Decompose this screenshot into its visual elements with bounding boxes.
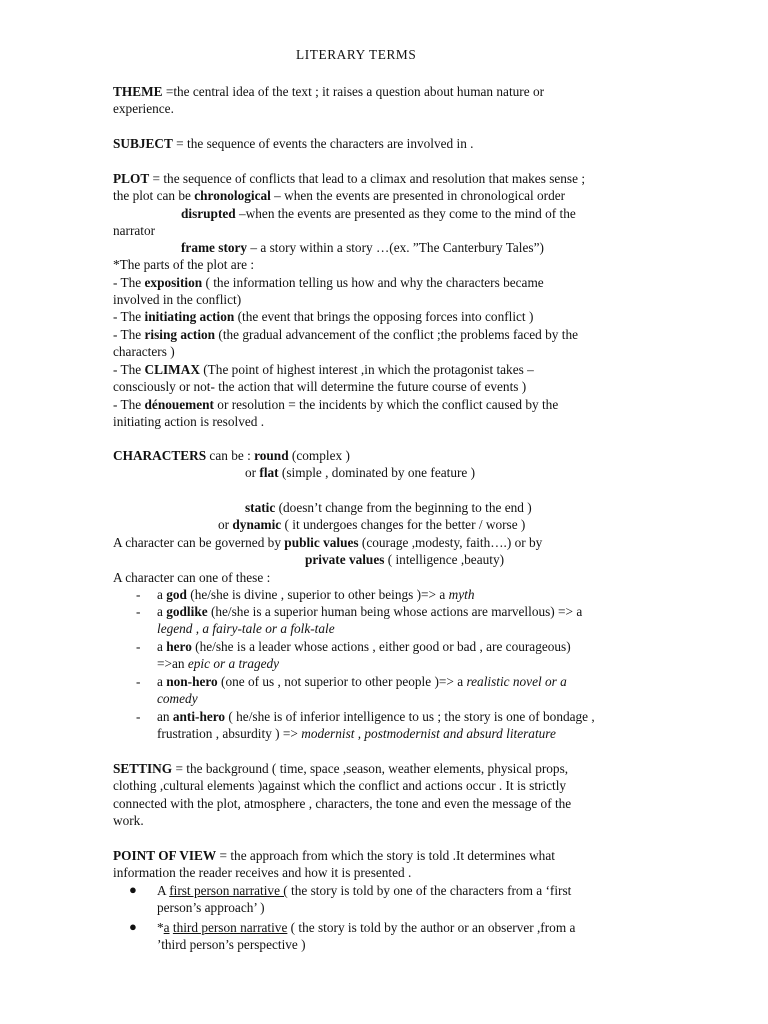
- anti-hero-genre: modernist , postmodernist and absurd literature: [301, 726, 556, 741]
- pov-line-2: information the reader receives and how it is presented .: [113, 865, 412, 880]
- pov-definition: = the approach from which the story is told .It determines what: [216, 848, 555, 863]
- list-dash: -: [136, 639, 141, 654]
- initiating-prefix: - The: [113, 309, 145, 324]
- non-hero-term: non-hero: [166, 674, 218, 689]
- list-dash: -: [136, 674, 141, 689]
- list-dash: -: [136, 604, 141, 619]
- godlike-genre-text: legend , a fairy-tale or a folk-tale: [157, 621, 335, 636]
- god-term: god: [166, 587, 187, 602]
- godlike-definition: (he/she is a superior human being whose actions are marvellous) => a: [207, 604, 583, 619]
- arrow-prefix: =>an: [157, 656, 188, 671]
- hero-definition: (he/she is a leader whose actions , either good or bad , are courageous): [191, 639, 571, 654]
- frame-story-term: frame story: [181, 240, 248, 255]
- godlike-genre: [157, 620, 335, 638]
- denouement-line-2: initiating action is resolved .: [113, 414, 265, 429]
- theme-line-2: experience.: [113, 101, 174, 116]
- climax-prefix: - The: [113, 362, 145, 377]
- hero-term: hero: [166, 639, 192, 654]
- third-person-item: [157, 919, 575, 937]
- article: a: [157, 587, 167, 602]
- non-hero-item: [157, 673, 567, 691]
- climax-line-2: consciously or not- the action that will determine the future course of events ): [113, 379, 527, 394]
- setting-line-4: work.: [113, 813, 144, 828]
- article: a: [157, 639, 167, 654]
- pov-term: POINT OF VIEW: [113, 848, 217, 863]
- hero-genre-text: epic or a tragedy: [187, 656, 280, 671]
- exposition-line-2: involved in the conflict): [113, 292, 242, 307]
- frame-story-definition: – a story within a story …(ex. ”The Canterbury Tales”): [247, 240, 544, 255]
- plot-line-1: [113, 170, 585, 188]
- god-item: [157, 586, 474, 604]
- plot-line-2: [113, 187, 565, 205]
- first-person-item: [157, 882, 571, 900]
- rising-definition: (the gradual advancement of the conflict ;the problems faced by the: [215, 327, 579, 342]
- climax-definition: (The point of highest interest ,in which the protagonist takes –: [199, 362, 534, 377]
- characters-line-5: [113, 534, 542, 552]
- or-connector: or: [245, 465, 260, 480]
- flat-definition: (simple , dominated by one feature ): [278, 465, 476, 480]
- hero-item: [157, 638, 571, 656]
- exposition-definition: ( the information telling us how and why the characters became: [202, 275, 544, 290]
- article: a: [157, 604, 167, 619]
- exposition-prefix: - The: [113, 275, 145, 290]
- governed-intro: A character can be governed by: [113, 535, 285, 550]
- setting-line-2: clothing ,cultural elements )against which the conflict and actions occur . It is strictly: [113, 778, 567, 793]
- list-dash: -: [136, 587, 141, 602]
- private-values-term: private values: [305, 552, 385, 567]
- anti-hero-item: [157, 708, 595, 726]
- subject-term: SUBJECT: [113, 136, 173, 151]
- characters-line-6: [305, 551, 504, 569]
- bullet-icon: ●: [129, 882, 137, 897]
- climax-term: CLIMAX: [144, 362, 200, 377]
- page-title: LITERARY TERMS: [296, 47, 417, 62]
- anti-hero-line-2: [157, 725, 556, 743]
- asterisk: *: [157, 920, 164, 935]
- or-connector: or: [218, 517, 233, 532]
- characters-line-3: [245, 499, 532, 517]
- denouement-term: dénouement: [144, 397, 214, 412]
- plot-intro: the plot can be: [113, 188, 195, 203]
- pov-line-1: [113, 847, 555, 865]
- anti-hero-definition-2: frustration , absurdity ) =>: [157, 726, 302, 741]
- chronological-definition: – when the events are presented in chronological order: [270, 188, 566, 203]
- plot-parts-intro: *The parts of the plot are :: [113, 257, 255, 272]
- characters-list-intro: A character can one of these :: [113, 570, 271, 585]
- anti-hero-term: anti-hero: [172, 709, 226, 724]
- rising-line-1: [113, 326, 578, 344]
- disrupted-definition: –when the events are presented as they come to the mind of the: [235, 206, 576, 221]
- rising-line-2: characters ): [113, 344, 175, 359]
- non-hero-genre-line-2: [157, 690, 198, 708]
- initiating-term: initiating action: [144, 309, 235, 324]
- setting-line-3: connected with the plot, atmosphere , characters, the tone and even the message of the: [113, 796, 572, 811]
- denouement-prefix: - The: [113, 397, 145, 412]
- characters-intro: can be :: [206, 448, 255, 463]
- characters-term: CHARACTERS: [113, 448, 207, 463]
- round-term: round: [254, 448, 289, 463]
- godlike-term: godlike: [166, 604, 208, 619]
- theme-term: THEME: [113, 84, 163, 99]
- setting-term: SETTING: [113, 761, 173, 776]
- static-term: static: [245, 500, 276, 515]
- rising-term: rising action: [144, 327, 216, 342]
- first-person-definition: the story is told by one of the characters from a ‘first: [287, 883, 572, 898]
- god-genre: myth: [448, 587, 475, 602]
- rising-prefix: - The: [113, 327, 145, 342]
- chronological-term: chronological: [194, 188, 271, 203]
- theme-line-1: [113, 83, 544, 101]
- non-hero-genre: realistic novel or a: [466, 674, 567, 689]
- round-definition: (complex ): [288, 448, 350, 463]
- initiating-line: [113, 308, 533, 326]
- plot-line-3: [181, 205, 576, 223]
- climax-line-1: [113, 361, 534, 379]
- article: A: [157, 883, 170, 898]
- third-person-term: third person narrative: [172, 920, 288, 935]
- hero-genre: [157, 655, 279, 673]
- setting-definition: = the background ( time, space ,season, weather elements, physical props,: [172, 761, 569, 776]
- list-dash: -: [136, 709, 141, 724]
- plot-line-5: [181, 239, 544, 257]
- characters-line-1: [113, 447, 350, 465]
- static-definition: (doesn’t change from the beginning to the end ): [275, 500, 532, 515]
- characters-line-4: [218, 516, 525, 534]
- exposition-line-1: [113, 274, 544, 292]
- godlike-item: [157, 603, 582, 621]
- dynamic-definition: ( it undergoes changes for the better / worse ): [281, 517, 526, 532]
- article: a: [163, 920, 170, 935]
- denouement-definition: or resolution = the incidents by which the conflict caused by the: [213, 397, 559, 412]
- theme-definition: =the central idea of the text ; it raises a question about human nature or: [162, 84, 545, 99]
- article: an: [157, 709, 173, 724]
- anti-hero-definition: ( he/she is of inferior intelligence to us ; the story is one of bondage ,: [225, 709, 595, 724]
- disrupted-term: disrupted: [181, 206, 236, 221]
- non-hero-genre-text: comedy: [157, 691, 198, 706]
- bullet-icon: ●: [129, 919, 137, 934]
- initiating-definition: (the event that brings the opposing forces into conflict ): [234, 309, 534, 324]
- plot-definition: = the sequence of conflicts that lead to a climax and resolution that makes sense ;: [149, 171, 586, 186]
- exposition-term: exposition: [144, 275, 203, 290]
- public-values-term: public values: [284, 535, 359, 550]
- private-values-definition: ( intelligence ,beauty): [384, 552, 505, 567]
- public-values-definition: (courage ,modesty, faith….) or by: [358, 535, 543, 550]
- third-person-definition: ( the story is told by the author or an observer ,from a: [287, 920, 576, 935]
- plot-line-4: narrator: [113, 223, 156, 238]
- subject-definition: = the sequence of events the characters are involved in .: [172, 136, 474, 151]
- dynamic-term: dynamic: [232, 517, 282, 532]
- third-person-line-2: ’third person’s perspective ): [157, 937, 306, 952]
- plot-term: PLOT: [113, 171, 150, 186]
- article: a: [157, 674, 167, 689]
- characters-line-2: [245, 464, 475, 482]
- subject-line: [113, 135, 474, 153]
- setting-line-1: [113, 760, 568, 778]
- denouement-line-1: [113, 396, 558, 414]
- flat-term: flat: [259, 465, 279, 480]
- first-person-line-2: person’s approach’ ): [157, 900, 265, 915]
- god-definition: (he/she is divine , superior to other beings )=> a: [186, 587, 449, 602]
- first-person-term: first person narrative (: [169, 883, 288, 898]
- non-hero-definition: (one of us , not superior to other people )=> a: [217, 674, 467, 689]
